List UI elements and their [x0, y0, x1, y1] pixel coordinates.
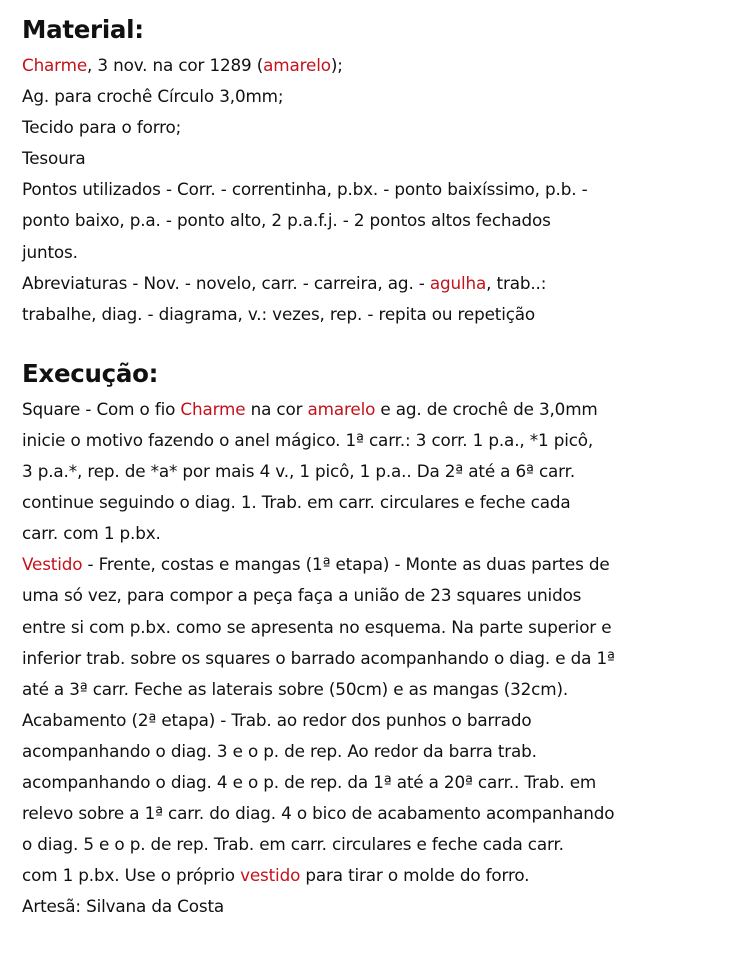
material-line-1: Charme, 3 nov. na cor 1289 (amarelo);	[22, 55, 343, 75]
material-line-5: Pontos utilizados - Corr. - correntinha, p.bx. - ponto baixíssimo, p.b. -	[22, 179, 588, 200]
dress-label: Vestido	[22, 554, 83, 575]
material-line-2: Ag. para crochê Círculo 3,0mm;	[22, 86, 284, 107]
artisan-credit: Artesã: Silvana da Costa	[22, 896, 225, 917]
material-heading: Material:	[22, 15, 144, 44]
exec-line-13: acompanhando o diag. 4 e o p. de rep. da 1ª até a 20ª carr.. Trab. em	[22, 771, 597, 792]
color-name: amarelo	[263, 55, 331, 75]
exec-line-11: Acabamento (2ª etapa) - Trab. ao redor dos punhos o barrado	[22, 709, 532, 730]
exec-line-1: Square - Com o fio Charme na cor amarelo e ag. de crochê de 3,0mm	[22, 398, 598, 419]
exec-line-16: com 1 p.bx. Use o próprio vestido para tirar o molde do forro.	[22, 865, 530, 886]
exec-line-4: continue seguindo o diag. 1. Trab. em carr. circulares e feche cada	[22, 492, 571, 513]
exec-line-5: carr. com 1 p.bx.	[22, 523, 161, 544]
material-line-8: Abreviaturas - Nov. - novelo, carr. - carreira, ag. - agulha, trab..:	[22, 272, 547, 293]
dress-link: vestido	[240, 865, 301, 886]
material-section	[22, 10, 721, 330]
exec-line-3: 3 p.a.*, rep. de *a* por mais 4 v., 1 picô, 1 p.a.. Da 2ª até a 6ª carr.	[22, 461, 576, 482]
exec-line-10: até a 3ª carr. Feche as laterais sobre (50cm) e as mangas (32cm).	[22, 678, 569, 699]
exec-line-12: acompanhando o diag. 3 e o p. de rep. Ao redor da barra trab.	[22, 740, 537, 761]
exec-line-8: entre si com p.bx. como se apresenta no esquema. Na parte superior e	[22, 616, 612, 637]
material-line-9: trabalhe, diag. - diagrama, v.: vezes, rep. - repita ou repetição	[22, 303, 536, 324]
exec-line-7: uma só vez, para compor a peça faça a união de 23 squares unidos	[22, 585, 582, 606]
exec-line-6: Vestido - Frente, costas e mangas (1ª etapa) - Monte as duas partes de	[22, 554, 610, 575]
material-line-7: juntos.	[22, 241, 78, 262]
exec-line-15: o diag. 5 e o p. de rep. Trab. em carr. circulares e feche cada carr.	[22, 834, 564, 855]
material-line-3: Tecido para o forro;	[22, 117, 182, 138]
needle-link: agulha	[429, 272, 487, 293]
exec-line-14: relevo sobre a 1ª carr. do diag. 4 o bico de acabamento acompanhando	[22, 803, 615, 824]
exec-line-9: inferior trab. sobre os squares o barrado acompanhando o diag. e da 1ª	[22, 647, 615, 668]
execucao-heading: Execução:	[22, 358, 159, 388]
execucao-section	[22, 354, 721, 923]
exec-line-2: inicie o motivo fazendo o anel mágico. 1ª carr.: 3 corr. 1 p.a., *1 picô,	[22, 429, 594, 450]
material-line-4: Tesoura	[22, 148, 86, 169]
yarn-name: Charme	[22, 55, 88, 75]
material-line-6: ponto baixo, p.a. - ponto alto, 2 p.a.f.j. - 2 pontos altos fechados	[22, 210, 551, 231]
